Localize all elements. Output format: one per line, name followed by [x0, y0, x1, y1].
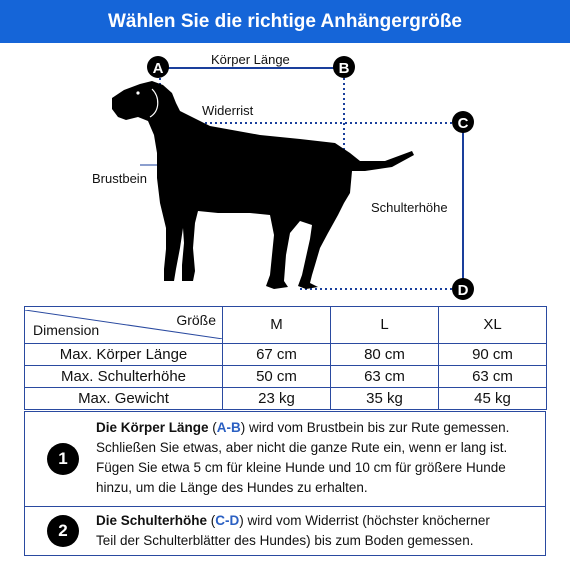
table-cell: 23 kg [223, 387, 331, 409]
info-line: Die Körper Länge (A-B) wird vom Brustbein bis zur Rute gemessen. [96, 420, 510, 435]
info-box-shoulder-height [24, 506, 546, 556]
table-row [25, 343, 547, 365]
info-code: C-D [215, 513, 240, 528]
body-length-label: Körper Länge [211, 52, 290, 67]
point-d-label: D [457, 282, 469, 299]
table-cell: 67 cm [223, 343, 331, 365]
table-cell: 50 cm [223, 365, 331, 387]
shoulder-height-label: Schulterhöhe [371, 200, 448, 215]
info-line: Teil der Schulterblätter des Hundes) bis zum Boden gemessen. [96, 533, 474, 548]
size-table [24, 306, 547, 410]
table-row [25, 365, 547, 387]
info-line: Fügen Sie etwa 5 cm für kleine Hunde und 10 cm für größere Hunde [96, 460, 506, 475]
dog-silhouette [112, 81, 414, 289]
point-c-marker [452, 111, 474, 133]
point-b-label: B [338, 60, 350, 77]
info-line: hinzu, um die Länge des Hundes zu erhalten. [96, 480, 368, 495]
shoulder-height-explanation [96, 511, 535, 551]
point-a-label: A [152, 60, 164, 77]
table-header-row [25, 307, 547, 344]
dog-eye [136, 91, 139, 94]
row-label: Max. Gewicht [25, 387, 223, 409]
info-box-body-length [24, 411, 546, 507]
point-b-marker [333, 56, 355, 78]
info-title: Die Schulterhöhe [96, 513, 208, 528]
chest-label: Brustbein [92, 171, 147, 186]
number-badge: 1 [47, 443, 79, 475]
info-line: Die Schulterhöhe (C-D) wird vom Widerrist (höchster knöcherner [96, 513, 490, 528]
size-heading: Größe [176, 312, 216, 329]
row-label: Max. Schulterhöhe [25, 365, 223, 387]
table-cell: 63 cm [439, 365, 547, 387]
point-d-marker [452, 278, 474, 300]
table-cell: 45 kg [439, 387, 547, 409]
info-line: Schließen Sie etwas, aber nicht die ganze Rute ein, wenn er lang ist. [96, 440, 508, 455]
table-row [25, 387, 547, 409]
page-title: Wählen Sie die richtige Anhängergröße [107, 10, 462, 32]
number-badge: 2 [47, 515, 79, 547]
table-cell: 80 cm [331, 343, 439, 365]
info-lead: wird vom Widerrist (höchster knöcherner [243, 513, 490, 528]
info-code: A-B [216, 420, 241, 435]
point-a-marker [147, 56, 169, 78]
column-header-xl: XL [439, 307, 547, 344]
body-length-explanation [96, 418, 535, 498]
table-cell: 63 cm [331, 365, 439, 387]
table-corner-cell [25, 307, 223, 344]
table-cell: 35 kg [331, 387, 439, 409]
info-lead: wird vom Brustbein bis zur Rute gemessen. [245, 420, 510, 435]
table-cell: 90 cm [439, 343, 547, 365]
withers-label: Widerrist [202, 103, 254, 118]
point-c-label: C [457, 115, 469, 132]
column-header-m: M [223, 307, 331, 344]
info-title: Die Körper Länge [96, 420, 209, 435]
row-label: Max. Körper Länge [25, 343, 223, 365]
header-banner [0, 0, 570, 43]
dog-measurement-diagram [0, 43, 570, 305]
column-header-l: L [331, 307, 439, 344]
dimension-heading: Dimension [33, 322, 100, 339]
